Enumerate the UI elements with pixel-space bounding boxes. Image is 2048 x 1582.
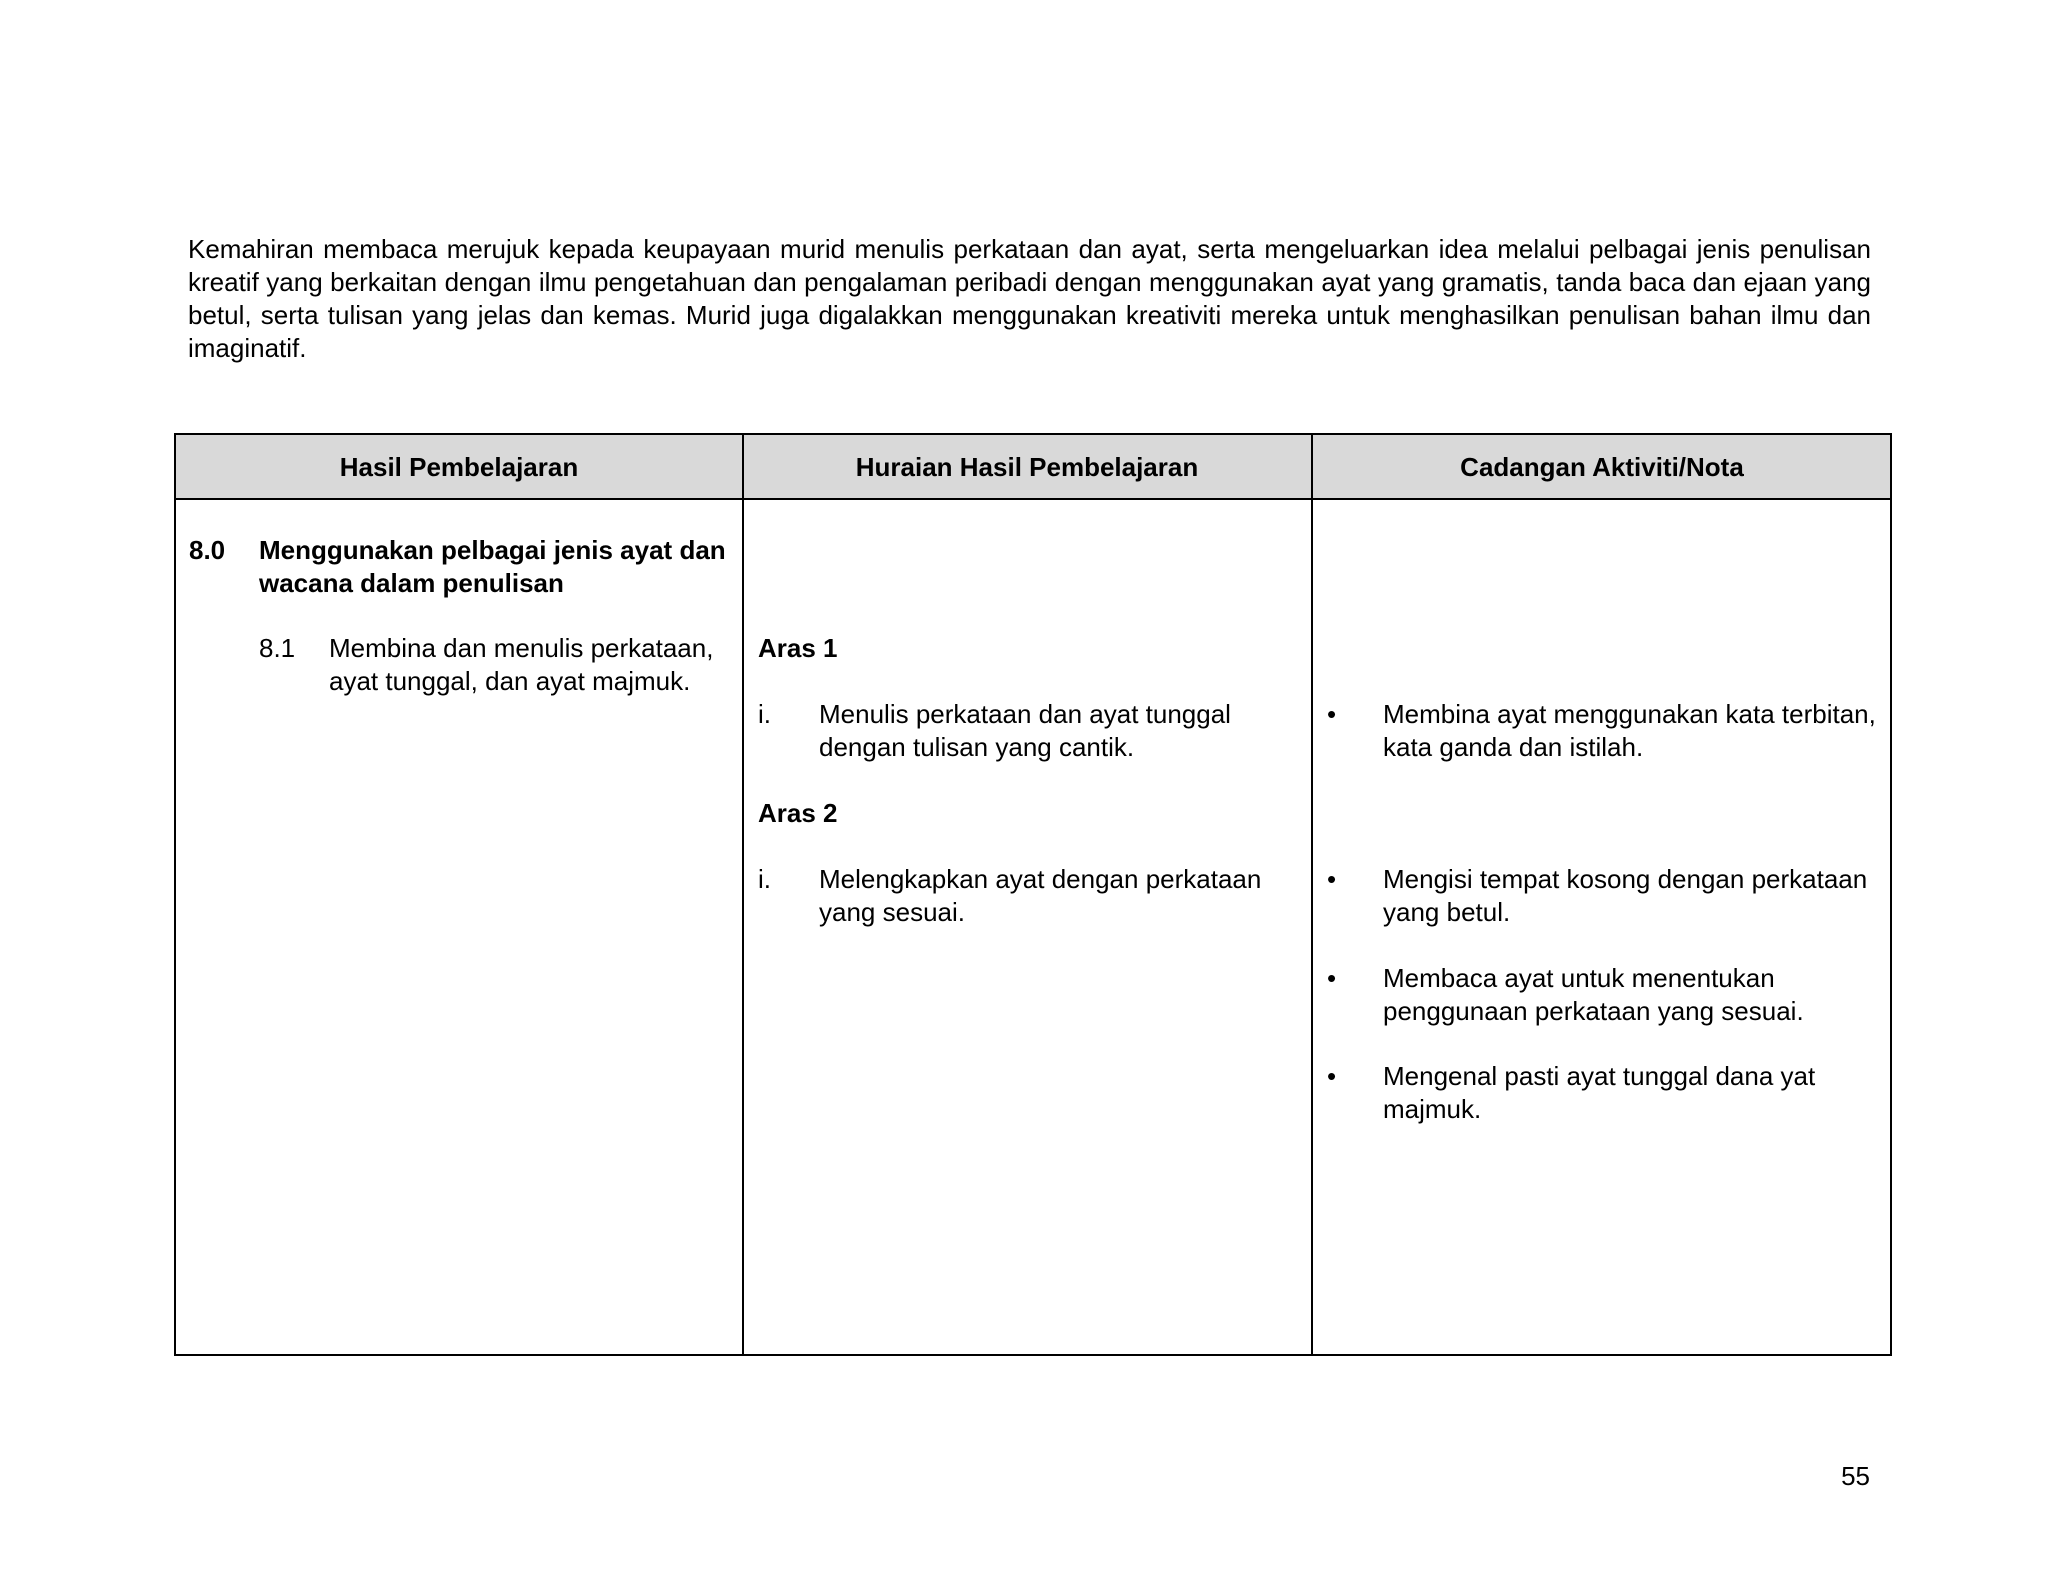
intro-paragraph: Kemahiran membaca merujuk kepada keupayaan murid menulis perkataan dan ayat, serta mengeluarkan idea melalui pelbagai jenis penulisan kreatif yang berkaitan dengan ilmu pengetahuan dan pengalaman peribadi dengan menggunakan ayat yang gramatis, tanda baca dan ejaan yang betul, serta tulisan yang jelas dan kemas. Murid juga digalakkan menggunakan kreativiti mereka untuk menghasilkan penulisan bahan ilmu dan imaginatif. xyxy=(188,234,1871,363)
level-2-item-marker: i. xyxy=(758,864,771,894)
activity-item: Mengisi tempat kosong dengan perkataan yang betul. xyxy=(1383,864,1868,927)
level-1-label: Aras 1 xyxy=(758,633,838,663)
bullet-icon: • xyxy=(1327,1061,1337,1091)
level-2-item-text: Melengkapkan ayat dengan perkataan yang sesuai. xyxy=(819,864,1262,927)
column-divider xyxy=(742,435,744,1354)
learning-outcomes-table xyxy=(174,433,1892,1356)
standard-title: Menggunakan pelbagai jenis ayat dan wacana dalam penulisan xyxy=(259,535,726,598)
table-header-row xyxy=(176,435,1890,500)
page-number: 55 xyxy=(1841,1461,1870,1491)
bullet-icon: • xyxy=(1327,699,1337,729)
header-cadangan-aktiviti: Cadangan Aktiviti/Nota xyxy=(1460,452,1744,482)
substandard-text: Membina dan menulis perkataan, ayat tunggal, dan ayat majmuk. xyxy=(329,633,714,696)
activity-item: Membina ayat menggunakan kata terbitan, kata ganda dan istilah. xyxy=(1383,699,1876,762)
bullet-icon: • xyxy=(1327,963,1337,993)
bullet-icon: • xyxy=(1327,864,1337,894)
header-huraian-hasil-pembelajaran: Huraian Hasil Pembelajaran xyxy=(855,452,1199,482)
level-2-label: Aras 2 xyxy=(758,798,838,828)
level-1-item-marker: i. xyxy=(758,699,771,729)
activity-item: Mengenal pasti ayat tunggal dana yat majmuk. xyxy=(1383,1061,1816,1124)
header-hasil-pembelajaran: Hasil Pembelajaran xyxy=(339,452,579,482)
level-1-item-text: Menulis perkataan dan ayat tunggal dengan tulisan yang cantik. xyxy=(819,699,1231,762)
standard-number: 8.0 xyxy=(189,535,226,565)
column-divider xyxy=(1311,435,1313,1354)
substandard-number: 8.1 xyxy=(259,633,296,663)
activity-item: Membaca ayat untuk menentukan penggunaan perkataan yang sesuai. xyxy=(1383,963,1804,1026)
